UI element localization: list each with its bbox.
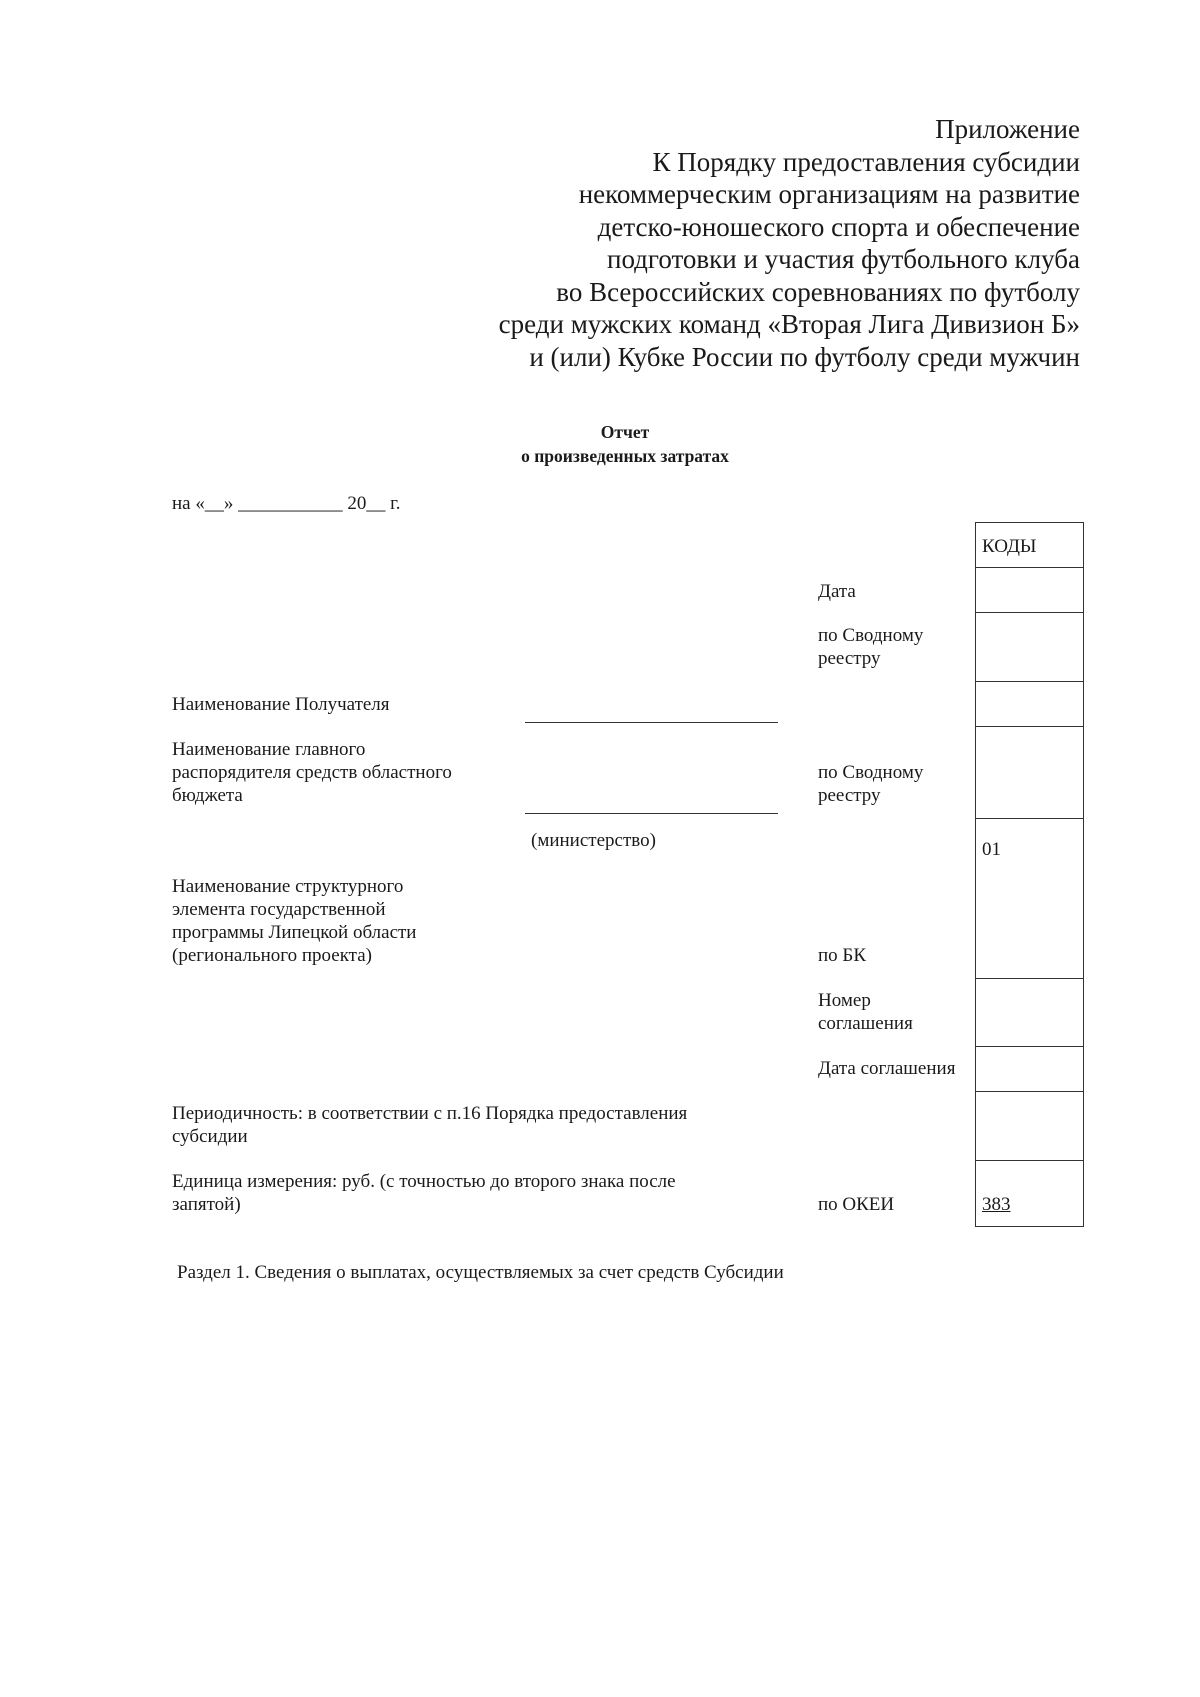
appendix-line: некоммерческим организациям на развитие bbox=[578, 179, 1080, 209]
label-agreement-number-a: Номер bbox=[818, 990, 871, 1011]
report-title bbox=[0, 420, 1200, 468]
codes-row-divider bbox=[976, 818, 1083, 819]
codes-table bbox=[975, 522, 1084, 1227]
code-bk-value: 01 bbox=[982, 839, 1001, 860]
appendix-line: подготовки и участия футбольного клуба bbox=[607, 244, 1080, 274]
label-main-manager-c: бюджета bbox=[172, 785, 243, 806]
report-title-line1: Отчет bbox=[600, 422, 650, 442]
label-periodicity-a: Периодичность: в соответствии с п.16 Порядка предоставления bbox=[172, 1103, 688, 1124]
label-agreement-number-b: соглашения bbox=[818, 1013, 913, 1034]
codes-row-divider bbox=[976, 726, 1083, 727]
label-agreement-date: Дата соглашения bbox=[818, 1058, 956, 1079]
appendix-line: детско-юношеского спорта и обеспечение bbox=[597, 211, 1080, 242]
label-okei: по ОКЕИ bbox=[818, 1194, 895, 1215]
codes-row-divider bbox=[976, 1160, 1083, 1161]
label-periodicity-b: субсидии bbox=[172, 1126, 248, 1147]
codes-header: КОДЫ bbox=[982, 536, 1037, 557]
appendix-line: К Порядку предоставления субсидии bbox=[652, 146, 1080, 177]
label-date: Дата bbox=[818, 581, 856, 602]
label-svodny-registry-2a: по Сводному bbox=[818, 762, 924, 783]
label-svodny-registry-2b: реестру bbox=[818, 785, 881, 806]
codes-row-divider bbox=[976, 612, 1083, 613]
codes-row-divider bbox=[976, 978, 1083, 979]
section-1-heading: Раздел 1. Сведения о выплатах, осуществляемых за счет средств Субсидии bbox=[177, 1262, 784, 1283]
label-recipient: Наименование Получателя bbox=[172, 694, 390, 715]
report-title-line2: о произведенных затратах bbox=[521, 446, 729, 466]
appendix-line: Приложение bbox=[935, 114, 1080, 144]
label-struct-element-a: Наименование структурного bbox=[172, 876, 404, 897]
appendix-header bbox=[499, 113, 1080, 373]
label-svodny-registry-1b: реестру bbox=[818, 648, 881, 669]
appendix-line: во Всероссийских соревнованиях по футболу bbox=[556, 276, 1080, 307]
label-struct-element-b: элемента государственной bbox=[172, 899, 386, 920]
label-struct-element-c: программы Липецкой области bbox=[172, 922, 417, 943]
label-struct-element-d: (регионального проекта) bbox=[172, 945, 372, 966]
code-okei-value: 383 bbox=[982, 1194, 1011, 1215]
codes-row-divider bbox=[976, 567, 1083, 568]
label-unit-a: Единица измерения: руб. (с точностью до второго знака после bbox=[172, 1171, 676, 1192]
codes-row-divider bbox=[976, 681, 1083, 682]
label-unit-b: запятой) bbox=[172, 1194, 241, 1215]
report-date-line: на «__» ___________ 20__ г. bbox=[172, 493, 401, 514]
appendix-line: среди мужских команд «Вторая Лига Дивизион Б» bbox=[498, 309, 1080, 339]
codes-row-divider bbox=[976, 1046, 1083, 1047]
recipient-blank-line bbox=[525, 722, 778, 723]
label-main-manager-b: распорядителя средств областного bbox=[172, 762, 452, 783]
main-manager-blank-line bbox=[525, 813, 778, 814]
label-ministry: (министерство) bbox=[531, 830, 656, 851]
codes-row-divider bbox=[976, 1091, 1083, 1092]
label-svodny-registry-1a: по Сводному bbox=[818, 625, 924, 646]
label-bk: по БК bbox=[818, 945, 867, 966]
label-main-manager-a: Наименование главного bbox=[172, 739, 366, 760]
appendix-line: и (или) Кубке России по футболу среди мужчин bbox=[529, 341, 1080, 372]
